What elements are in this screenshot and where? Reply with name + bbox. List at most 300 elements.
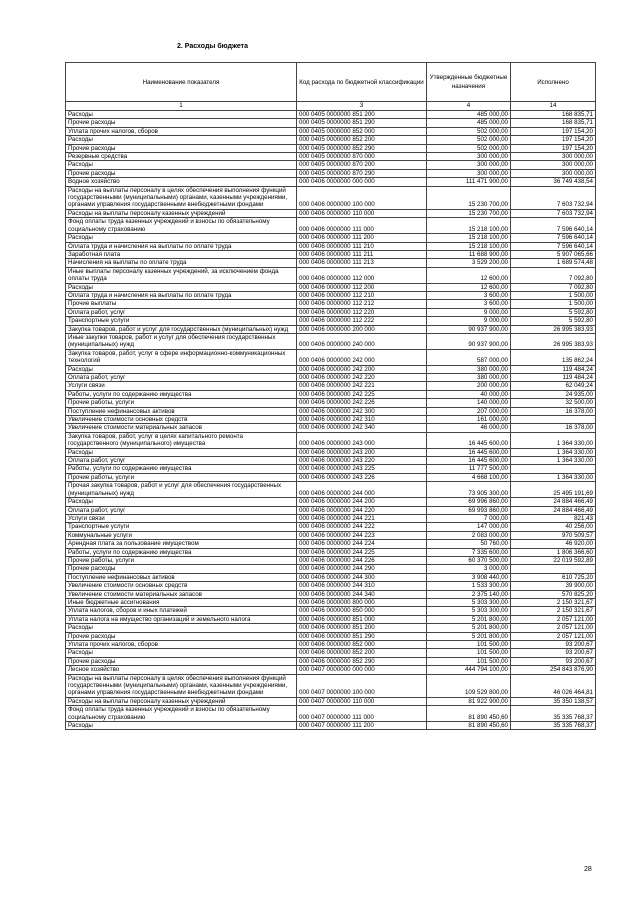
row-indicator-name: Прочие расходы (66, 119, 297, 127)
table-row (66, 722, 596, 730)
column-number: 14 (511, 102, 596, 111)
table-row (66, 540, 596, 548)
row-indicator-name: Фонд оплаты труда казенных учреждений и взносы по обязательному социальному страхованию (66, 218, 297, 234)
row-indicator-name: Услуги связи (66, 514, 297, 522)
row-executed-amount: 970 509,57 (511, 531, 596, 539)
row-expense-code: 000 0406 0000000 242 200 (297, 365, 427, 373)
row-indicator-name: Увеличение стоимости материальных запасов (66, 424, 297, 432)
row-indicator-name: Расходы (66, 722, 297, 730)
table-row (66, 590, 596, 598)
table-row (66, 548, 596, 556)
table-row (66, 514, 596, 522)
row-indicator-name: Уплата прочих налогов, сборов (66, 641, 297, 649)
table-row (66, 374, 596, 382)
table-row (66, 242, 596, 250)
row-expense-code: 000 0406 0000000 850 000 (297, 607, 427, 615)
row-indicator-name: Расходы (66, 234, 297, 242)
row-approved-amount: 207 000,00 (427, 407, 511, 415)
row-expense-code: 000 0406 0000000 800 000 (297, 598, 427, 606)
table-row (66, 416, 596, 424)
row-approved-amount: 7 335 600,00 (427, 548, 511, 556)
row-indicator-name: Работы, услуги по содержанию имущества (66, 390, 297, 398)
row-indicator-name: Резервные средства (66, 153, 297, 161)
row-indicator-name: Прочие расходы (66, 565, 297, 573)
column-number: 3 (297, 102, 427, 111)
row-executed-amount: 135 862,24 (511, 349, 596, 365)
row-approved-amount: 5 201 800,00 (427, 624, 511, 632)
table-row (66, 169, 596, 177)
row-approved-amount: 101 500,00 (427, 657, 511, 665)
table-row (66, 523, 596, 531)
row-expense-code: 000 0406 0000000 112 000 (297, 267, 427, 283)
row-approved-amount: 60 370 500,00 (427, 556, 511, 564)
table-row (66, 697, 596, 705)
row-approved-amount: 1 533 300,00 (427, 582, 511, 590)
row-expense-code: 000 0407 0000000 111 000 (297, 706, 427, 722)
row-approved-amount: 101 500,00 (427, 641, 511, 649)
row-indicator-name: Закупка товаров, работ и услуг для государственных (муниципальных) нужд (66, 325, 297, 333)
row-indicator-name: Расходы (66, 161, 297, 169)
table-row (66, 119, 596, 127)
table-row (66, 624, 596, 632)
row-executed-amount: 821,43 (511, 514, 596, 522)
row-indicator-name: Прочие работы, услуги (66, 473, 297, 481)
row-indicator-name: Расходы (66, 649, 297, 657)
row-executed-amount: 1 364 330,00 (511, 432, 596, 448)
row-executed-amount (511, 416, 596, 424)
row-expense-code: 000 0406 0000000 244 223 (297, 531, 427, 539)
row-approved-amount: 109 529 800,00 (427, 674, 511, 697)
row-indicator-name: Оплата работ, услуг (66, 506, 297, 514)
row-executed-amount: 2 057 121,00 (511, 615, 596, 623)
row-executed-amount: 16 378,00 (511, 407, 596, 415)
row-expense-code: 000 0406 0000000 851 290 (297, 632, 427, 640)
row-approved-amount: 11 777 500,00 (427, 465, 511, 473)
row-expense-code: 000 0405 0000000 852 000 (297, 127, 427, 135)
row-indicator-name: Уплата налога на имущество организаций и земельного налога (66, 615, 297, 623)
row-expense-code: 000 0406 0000000 242 000 (297, 349, 427, 365)
row-indicator-name: Иные выплаты персоналу казенных учреждений, за исключением фонда оплаты труда (66, 267, 297, 283)
row-executed-amount: 300 000,00 (511, 161, 596, 169)
row-indicator-name: Расходы (66, 283, 297, 291)
row-indicator-name: Транспортные услуги (66, 317, 297, 325)
table-row (66, 283, 596, 291)
row-indicator-name: Прочие расходы (66, 632, 297, 640)
table-row (66, 573, 596, 581)
table-row (66, 649, 596, 657)
row-indicator-name: Фонд оплаты труда казенных учреждений и взносы по обязательному социальному страхованию (66, 706, 297, 722)
row-expense-code: 000 0406 0000000 111 000 (297, 218, 427, 234)
header-expense-code: Код расхода по бюджетной классификации (297, 63, 427, 102)
table-row (66, 565, 596, 573)
row-executed-amount: 254 843 876,90 (511, 666, 596, 674)
table-row (66, 582, 596, 590)
row-indicator-name: Начисления на выплаты по оплате труда (66, 259, 297, 267)
table-row (66, 317, 596, 325)
row-approved-amount: 485 000,00 (427, 111, 511, 119)
column-number: 4 (427, 102, 511, 111)
row-expense-code: 000 0406 0000000 242 226 (297, 399, 427, 407)
row-expense-code: 000 0406 0000000 242 310 (297, 416, 427, 424)
table-row (66, 365, 596, 373)
row-indicator-name: Поступление нефинансовых активов (66, 573, 297, 581)
row-approved-amount: 69 993 860,00 (427, 506, 511, 514)
row-expense-code: 000 0407 0000000 111 200 (297, 722, 427, 730)
row-expense-code: 000 0406 0000000 111 213 (297, 259, 427, 267)
row-executed-amount: 32 500,00 (511, 399, 596, 407)
row-indicator-name: Расходы (66, 111, 297, 119)
row-approved-amount: 81 922 900,00 (427, 697, 511, 705)
row-executed-amount: 24 935,00 (511, 390, 596, 398)
row-indicator-name: Услуги связи (66, 382, 297, 390)
row-indicator-name: Расходы (66, 448, 297, 456)
row-expense-code: 000 0406 0000000 243 000 (297, 432, 427, 448)
row-expense-code: 000 0406 0000000 244 300 (297, 573, 427, 581)
row-indicator-name: Прочие расходы (66, 657, 297, 665)
row-indicator-name: Заработная плата (66, 250, 297, 258)
row-expense-code: 000 0406 0000000 111 211 (297, 250, 427, 258)
row-executed-amount: 610 725,20 (511, 573, 596, 581)
table-row (66, 399, 596, 407)
table-row (66, 457, 596, 465)
row-expense-code: 000 0406 0000000 244 225 (297, 548, 427, 556)
row-approved-amount: 16 445 600,00 (427, 448, 511, 456)
row-executed-amount: 1 689 574,48 (511, 259, 596, 267)
table-row (66, 382, 596, 390)
row-executed-amount: 2 057 121,00 (511, 624, 596, 632)
row-approved-amount: 7 000,00 (427, 514, 511, 522)
row-expense-code: 000 0406 0000000 244 224 (297, 540, 427, 548)
row-executed-amount: 119 484,24 (511, 374, 596, 382)
row-approved-amount: 300 000,00 (427, 169, 511, 177)
row-indicator-name: Оплата работ, услуг (66, 374, 297, 382)
row-indicator-name: Иные закупки товаров, работ и услуг для обеспечения государственных (муниципальных) нужд (66, 333, 297, 349)
table-row (66, 448, 596, 456)
row-expense-code: 000 0406 0000000 244 000 (297, 482, 427, 498)
row-indicator-name: Прочие выплаты (66, 300, 297, 308)
table-row (66, 598, 596, 606)
table-row (66, 308, 596, 316)
row-expense-code: 000 0406 0000000 242 220 (297, 374, 427, 382)
row-executed-amount: 1 364 330,00 (511, 448, 596, 456)
row-executed-amount: 26 995 383,93 (511, 325, 596, 333)
row-expense-code: 000 0407 0000000 000 000 (297, 666, 427, 674)
table-row (66, 390, 596, 398)
row-approved-amount: 200 000,00 (427, 382, 511, 390)
row-approved-amount: 587 000,00 (427, 349, 511, 365)
row-expense-code: 000 0407 0000000 110 000 (297, 697, 427, 705)
row-expense-code: 000 0406 0000000 242 300 (297, 407, 427, 415)
budget-expenses-table (65, 62, 596, 730)
row-indicator-name: Прочие расходы (66, 144, 297, 152)
row-executed-amount: 62 049,24 (511, 382, 596, 390)
row-approved-amount: 9 000,00 (427, 317, 511, 325)
row-expense-code: 000 0405 0000000 870 200 (297, 161, 427, 169)
row-approved-amount: 69 996 860,00 (427, 498, 511, 506)
row-approved-amount: 5 201 800,00 (427, 615, 511, 623)
table-row (66, 250, 596, 258)
row-indicator-name: Закупка товаров, работ, услуг в сфере информационно-коммуникационных технологий (66, 349, 297, 365)
row-indicator-name: Работы, услуги по содержанию имущества (66, 548, 297, 556)
table-row (66, 267, 596, 283)
row-indicator-name: Расходы на выплаты персоналу в целях обеспечения выполнения функций государственными (муниципальными) органами, казенными учреждениями, органами управления государственными внебюджетными фондами (66, 186, 297, 209)
row-approved-amount: 15 218 100,00 (427, 218, 511, 234)
row-approved-amount: 40 000,00 (427, 390, 511, 398)
row-indicator-name: Лесное хозяйство (66, 666, 297, 674)
row-approved-amount: 3 000,00 (427, 565, 511, 573)
row-expense-code: 000 0406 0000000 851 200 (297, 624, 427, 632)
row-expense-code: 000 0406 0000000 242 221 (297, 382, 427, 390)
table-header-row (66, 63, 596, 102)
row-expense-code: 000 0406 0000000 244 340 (297, 590, 427, 598)
table-row (66, 657, 596, 665)
row-expense-code: 000 0406 0000000 100 000 (297, 186, 427, 209)
table-row (66, 498, 596, 506)
table-row (66, 178, 596, 186)
row-expense-code: 000 0406 0000000 244 310 (297, 582, 427, 590)
row-executed-amount: 119 484,24 (511, 365, 596, 373)
row-executed-amount: 570 825,20 (511, 590, 596, 598)
row-indicator-name: Прочие расходы (66, 169, 297, 177)
row-executed-amount: 5 592,80 (511, 317, 596, 325)
row-approved-amount: 4 668 100,00 (427, 473, 511, 481)
row-executed-amount: 36 749 438,54 (511, 178, 596, 186)
row-indicator-name: Коммунальные услуги (66, 531, 297, 539)
table-row (66, 144, 596, 152)
row-approved-amount: 73 905 300,00 (427, 482, 511, 498)
row-executed-amount: 300 000,00 (511, 153, 596, 161)
row-approved-amount: 502 000,00 (427, 127, 511, 135)
row-approved-amount: 5 201 800,00 (427, 632, 511, 640)
table-row (66, 259, 596, 267)
row-approved-amount: 2 083 000,00 (427, 531, 511, 539)
table-row (66, 333, 596, 349)
table-row (66, 300, 596, 308)
row-expense-code: 000 0406 0000000 852 200 (297, 649, 427, 657)
row-executed-amount: 93 200,67 (511, 649, 596, 657)
table-row (66, 506, 596, 514)
row-approved-amount: 11 688 900,00 (427, 250, 511, 258)
row-executed-amount: 35 350 138,57 (511, 697, 596, 705)
table-row (66, 111, 596, 119)
row-approved-amount: 300 000,00 (427, 153, 511, 161)
row-expense-code: 000 0407 0000000 100 000 (297, 674, 427, 697)
table-row (66, 615, 596, 623)
row-expense-code: 000 0406 0000000 242 225 (297, 390, 427, 398)
row-indicator-name: Арендная плата за пользование имуществом (66, 540, 297, 548)
row-executed-amount: 5 592,80 (511, 308, 596, 316)
row-approved-amount: 90 937 900,00 (427, 333, 511, 349)
row-executed-amount: 7 092,80 (511, 267, 596, 283)
row-approved-amount: 3 600,00 (427, 300, 511, 308)
row-indicator-name: Оплата труда и начисления на выплаты по оплате труда (66, 291, 297, 299)
row-expense-code: 000 0406 0000000 243 220 (297, 457, 427, 465)
row-executed-amount: 7 596 640,14 (511, 234, 596, 242)
table-row (66, 666, 596, 674)
row-expense-code: 000 0406 0000000 244 290 (297, 565, 427, 573)
row-expense-code: 000 0406 0000000 851 000 (297, 615, 427, 623)
row-executed-amount: 46 026 464,81 (511, 674, 596, 697)
row-executed-amount: 35 335 768,37 (511, 706, 596, 722)
row-expense-code: 000 0406 0000000 243 200 (297, 448, 427, 456)
table-row (66, 473, 596, 481)
row-expense-code: 000 0406 0000000 242 340 (297, 424, 427, 432)
table-row (66, 531, 596, 539)
row-executed-amount: 7 092,80 (511, 283, 596, 291)
row-indicator-name: Оплата работ, услуг (66, 457, 297, 465)
row-indicator-name: Расходы (66, 136, 297, 144)
table-row (66, 641, 596, 649)
column-number: 1 (66, 102, 297, 111)
row-expense-code: 000 0406 0000000 200 000 (297, 325, 427, 333)
row-executed-amount: 168 835,71 (511, 119, 596, 127)
table-row (66, 186, 596, 209)
row-executed-amount: 2 057 121,00 (511, 632, 596, 640)
row-expense-code: 000 0406 0000000 112 212 (297, 300, 427, 308)
row-expense-code: 000 0405 0000000 852 200 (297, 136, 427, 144)
row-approved-amount: 140 000,00 (427, 399, 511, 407)
row-approved-amount: 101 500,00 (427, 649, 511, 657)
table-row (66, 407, 596, 415)
header-approved-budget: Утвержденные бюджетные назначения (427, 63, 511, 102)
row-executed-amount: 7 603 732,94 (511, 186, 596, 209)
page-number: 28 (584, 866, 592, 873)
row-expense-code: 000 0406 0000000 112 220 (297, 308, 427, 316)
row-expense-code: 000 0406 0000000 852 290 (297, 657, 427, 665)
row-approved-amount: 3 600,00 (427, 291, 511, 299)
row-expense-code: 000 0406 0000000 244 221 (297, 514, 427, 522)
table-row (66, 706, 596, 722)
table-row (66, 632, 596, 640)
table-row (66, 349, 596, 365)
row-indicator-name: Расходы (66, 498, 297, 506)
row-expense-code: 000 0406 0000000 852 000 (297, 641, 427, 649)
page-title: 2. Расходы бюджета (177, 43, 248, 50)
table-body (66, 111, 596, 730)
row-executed-amount: 5 907 065,66 (511, 250, 596, 258)
row-executed-amount: 1 364 330,00 (511, 473, 596, 481)
row-indicator-name: Прочие работы, услуги (66, 556, 297, 564)
row-approved-amount: 502 000,00 (427, 144, 511, 152)
table-row (66, 218, 596, 234)
table-row (66, 153, 596, 161)
row-executed-amount: 22 019 592,89 (511, 556, 596, 564)
row-indicator-name: Работы, услуги по содержанию имущества (66, 465, 297, 473)
table-row (66, 482, 596, 498)
table-row (66, 234, 596, 242)
row-executed-amount (511, 465, 596, 473)
row-executed-amount: 25 495 191,69 (511, 482, 596, 498)
row-expense-code: 000 0406 0000000 110 000 (297, 209, 427, 217)
row-executed-amount: 7 603 732,94 (511, 209, 596, 217)
table-row (66, 161, 596, 169)
row-approved-amount: 2 375 140,00 (427, 590, 511, 598)
row-expense-code: 000 0406 0000000 244 226 (297, 556, 427, 564)
row-executed-amount: 7 596 640,14 (511, 242, 596, 250)
row-approved-amount: 15 218 100,00 (427, 234, 511, 242)
row-expense-code: 000 0406 0000000 244 222 (297, 523, 427, 531)
row-expense-code: 000 0406 0000000 111 210 (297, 242, 427, 250)
row-approved-amount: 380 000,00 (427, 365, 511, 373)
row-executed-amount: 300 000,00 (511, 169, 596, 177)
row-executed-amount: 2 150 321,67 (511, 598, 596, 606)
table-row (66, 291, 596, 299)
table-row (66, 424, 596, 432)
table-row (66, 465, 596, 473)
row-executed-amount: 26 995 383,93 (511, 333, 596, 349)
row-approved-amount: 16 445 600,00 (427, 432, 511, 448)
row-indicator-name: Поступление нефинансовых активов (66, 407, 297, 415)
row-expense-code: 000 0406 0000000 112 210 (297, 291, 427, 299)
row-approved-amount: 444 794 100,00 (427, 666, 511, 674)
row-indicator-name: Иные бюджетные ассигнования (66, 598, 297, 606)
row-executed-amount: 93 200,67 (511, 657, 596, 665)
row-approved-amount: 15 230 700,00 (427, 186, 511, 209)
row-expense-code: 000 0405 0000000 851 290 (297, 119, 427, 127)
row-approved-amount: 9 000,00 (427, 308, 511, 316)
header-indicator-name: Наименование показателя (66, 63, 297, 102)
row-approved-amount: 50 760,00 (427, 540, 511, 548)
row-executed-amount: 35 335 768,37 (511, 722, 596, 730)
row-approved-amount: 12 600,00 (427, 267, 511, 283)
table-row (66, 674, 596, 697)
row-indicator-name: Увеличение стоимости материальных запасов (66, 590, 297, 598)
row-approved-amount: 5 303 300,00 (427, 607, 511, 615)
row-approved-amount: 502 000,00 (427, 136, 511, 144)
row-approved-amount: 90 937 900,00 (427, 325, 511, 333)
row-approved-amount: 3 529 200,00 (427, 259, 511, 267)
row-expense-code: 000 0406 0000000 112 222 (297, 317, 427, 325)
row-indicator-name: Оплата работ, услуг (66, 308, 297, 316)
row-approved-amount: 81 890 450,60 (427, 706, 511, 722)
row-approved-amount: 46 000,00 (427, 424, 511, 432)
row-executed-amount: 46 920,00 (511, 540, 596, 548)
table-row (66, 432, 596, 448)
table-row (66, 556, 596, 564)
row-executed-amount: 40 256,00 (511, 523, 596, 531)
row-indicator-name: Расходы на выплаты персоналу казенных учреждений (66, 697, 297, 705)
row-executed-amount: 1 500,00 (511, 300, 596, 308)
row-indicator-name: Прочие работы, услуги (66, 399, 297, 407)
row-indicator-name: Расходы на выплаты персоналу в целях обеспечения выполнения функций государственными (муниципальными) органами, казенными учреждениями, органами управления государственными внебюджетными фондами (66, 674, 297, 697)
row-indicator-name: Увеличение стоимости основных средств (66, 582, 297, 590)
row-approved-amount: 300 000,00 (427, 161, 511, 169)
row-expense-code: 000 0406 0000000 000 000 (297, 178, 427, 186)
row-executed-amount: 93 200,67 (511, 641, 596, 649)
table-row (66, 607, 596, 615)
row-executed-amount: 197 154,20 (511, 127, 596, 135)
row-executed-amount: 197 154,20 (511, 136, 596, 144)
row-executed-amount: 24 884 466,49 (511, 498, 596, 506)
row-approved-amount: 12 600,00 (427, 283, 511, 291)
row-approved-amount: 111 471 900,00 (427, 178, 511, 186)
table-row (66, 127, 596, 135)
row-indicator-name: Водное хозяйство (66, 178, 297, 186)
table-column-number-row (66, 102, 596, 111)
row-expense-code: 000 0406 0000000 112 200 (297, 283, 427, 291)
row-indicator-name: Оплата труда и начисления на выплаты по оплате труда (66, 242, 297, 250)
row-indicator-name: Прочая закупка товаров, работ и услуг для обеспечения государственных (муниципальных) нужд (66, 482, 297, 498)
row-approved-amount: 16 445 600,00 (427, 457, 511, 465)
row-expense-code: 000 0406 0000000 244 200 (297, 498, 427, 506)
row-expense-code: 000 0406 0000000 243 226 (297, 473, 427, 481)
row-executed-amount: 1 500,00 (511, 291, 596, 299)
row-expense-code: 000 0405 0000000 851 200 (297, 111, 427, 119)
row-approved-amount: 147 000,00 (427, 523, 511, 531)
row-approved-amount: 161 000,00 (427, 416, 511, 424)
row-indicator-name: Уплата прочих налогов, сборов (66, 127, 297, 135)
row-expense-code: 000 0406 0000000 243 225 (297, 465, 427, 473)
